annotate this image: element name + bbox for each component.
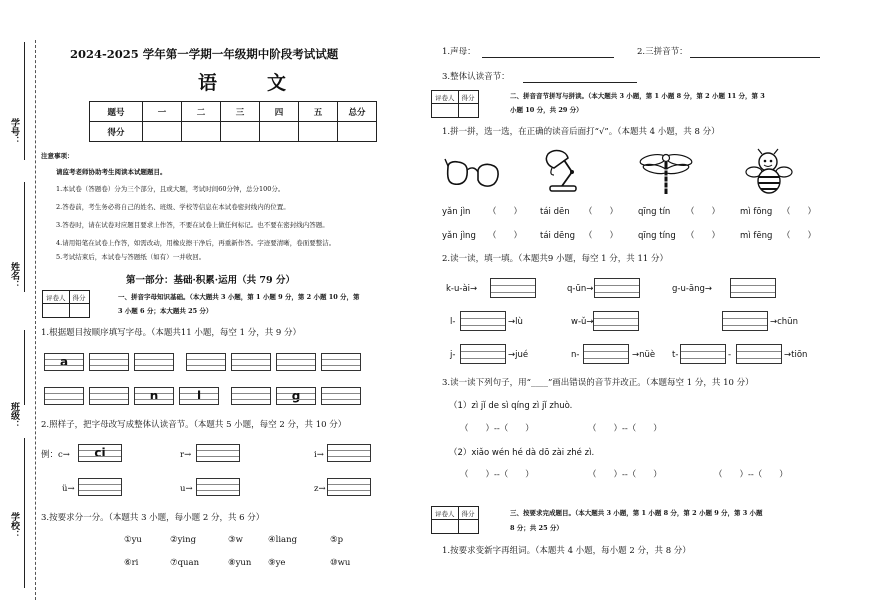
correction-paren[interactable]: （ ）--（ ） xyxy=(460,424,534,434)
pinyin-option: qīng tíng xyxy=(638,231,676,241)
example-box: ci xyxy=(78,444,122,462)
check-paren[interactable]: （ ） xyxy=(686,231,721,241)
whole-syllable-label: 3.整体认读音节： xyxy=(442,72,510,82)
answer-box[interactable] xyxy=(196,478,240,496)
spelling-box[interactable] xyxy=(722,311,768,331)
pinyin-option: mì fōng xyxy=(740,207,773,217)
spelling-box[interactable] xyxy=(490,278,536,298)
q2-3-prompt: 3.读一读下列句子，用“____”画出错误的音节并改正。（本题每空 1 分，共 10 分） xyxy=(442,378,754,388)
q1-3-prompt: 3.按要求分一分。（本题共 3 小题，每小题 2 分，共 6 分） xyxy=(41,513,265,523)
score-header: 总分 xyxy=(338,102,377,122)
writing-box[interactable]: g xyxy=(276,387,316,405)
q2-item-label: ü→ xyxy=(62,484,75,494)
score-table xyxy=(89,101,377,142)
q3-option: ④liang xyxy=(268,535,298,545)
writing-box[interactable] xyxy=(134,353,174,371)
pinyin-option: mì fēng xyxy=(740,231,773,241)
score-cell[interactable] xyxy=(143,122,182,142)
score-cell[interactable] xyxy=(299,122,338,142)
spelling-box[interactable] xyxy=(460,344,506,364)
sentence-1: （1）zì jǐ de sì qíng zì jǐ zhuò. xyxy=(449,401,573,411)
writing-box[interactable] xyxy=(276,353,316,371)
name-label: 姓名： xyxy=(9,262,19,289)
score-header: 二 xyxy=(182,102,221,122)
writing-box[interactable] xyxy=(231,387,271,405)
correction-paren[interactable]: （ ）--（ ） xyxy=(714,470,788,480)
notice-item: 1.本试卷（答题卷）分为三个部分，且或大题，考试时间60分钟，总分100分。 xyxy=(56,185,285,193)
q1-2-prompt: 2.照样子，把字母改写成整体认读音节。（本题共 5 小题，每空 2 分，共 10 分） xyxy=(41,420,347,430)
spelling-label: q-ūn→ xyxy=(567,284,594,294)
example-label: 例：c→ xyxy=(41,450,70,460)
grader-cell[interactable] xyxy=(43,304,70,318)
binding-line xyxy=(24,330,25,405)
grader-box xyxy=(431,90,479,118)
writing-box[interactable] xyxy=(321,353,361,371)
score-header: 五 xyxy=(299,102,338,122)
q3-option: ①yu xyxy=(124,535,142,545)
spelling-box[interactable] xyxy=(593,311,639,331)
q2-item-label: z→ xyxy=(314,484,326,494)
pinyin-option: yǎn jìn xyxy=(442,207,471,217)
score-cell[interactable] xyxy=(69,304,89,318)
section1-title-cont: 3 小题 6 分；本大题共 25 分） xyxy=(118,307,213,315)
spelling-box[interactable] xyxy=(583,344,629,364)
spelling-label: n- xyxy=(571,350,580,360)
spelling-label: →lù xyxy=(508,317,523,327)
q3-option: ③w xyxy=(228,535,243,545)
score-label: 得分 xyxy=(458,507,478,520)
spelling-label: g-u-āng→ xyxy=(672,284,713,294)
spelling-label: j- xyxy=(450,350,456,360)
score-header: 一 xyxy=(143,102,182,122)
q3-option: ⑨ye xyxy=(268,558,286,568)
grader-box xyxy=(431,506,479,534)
spelling-box[interactable] xyxy=(736,344,782,364)
score-row-label: 得分 xyxy=(90,122,143,142)
q3-option: ⑧yun xyxy=(228,558,252,568)
notice-item: 5.考试结束后，本试卷与答题纸（如有）一并收回。 xyxy=(56,253,206,261)
grader-cell[interactable] xyxy=(432,104,459,118)
section1-title: 一、拼音字母知识基础。（本大题共 3 小题，第 1 小题 9 分，第 2 小题 10 分，第 xyxy=(118,293,360,301)
writing-box[interactable] xyxy=(321,387,361,405)
pinyin-option: tái dēng xyxy=(540,231,576,241)
spelling-box[interactable] xyxy=(460,311,506,331)
check-paren[interactable]: （ ） xyxy=(686,207,721,217)
subject-title: 语 文 xyxy=(198,72,291,94)
pinyin-option: tái dēn xyxy=(540,207,570,217)
notice-item: 2.答卷前，考生务必将自己的姓名、班级、学校等信息在本试卷密封线内的位置。 xyxy=(56,203,290,211)
score-header: 四 xyxy=(260,102,299,122)
notice-item: 4.请用铅笔在试卷上作答，如需改动，用橡皮擦干净后，再重新作答。字迹要清晰，卷面要整洁。 xyxy=(56,239,336,247)
score-cell[interactable] xyxy=(338,122,377,142)
writing-box[interactable] xyxy=(89,353,129,371)
triple-syllable-label: 2.三拼音节： xyxy=(637,47,688,57)
school-label: 学校： xyxy=(9,512,19,539)
correction-paren[interactable]: （ ）--（ ） xyxy=(460,470,534,480)
q2-2-prompt: 2.读一读，填一填。（本题共9 小题，每空 1 分，共 11 分） xyxy=(442,254,669,264)
spelling-label: →nüè xyxy=(632,350,656,360)
bee-icon xyxy=(744,148,796,196)
check-paren[interactable]: （ ） xyxy=(488,207,523,217)
spelling-label: →tiōn xyxy=(784,350,808,360)
lamp-icon xyxy=(540,148,584,194)
q3-1-prompt: 1.按要求变新字再组词。（本题共 4 小题，每小题 2 分，共 8 分） xyxy=(442,546,691,556)
writing-box[interactable] xyxy=(186,353,226,371)
correction-paren[interactable]: （ ）--（ ） xyxy=(588,470,662,480)
spelling-label: →chūn xyxy=(770,317,798,327)
answer-box[interactable] xyxy=(196,444,240,462)
answer-box[interactable] xyxy=(78,478,122,496)
notice-item: 3.答卷时，请在试卷对应题目要求上作答，不要在试卷上做任何标记。也不要在密封线内答题。 xyxy=(56,221,329,229)
score-header: 题号 xyxy=(90,102,143,122)
score-cell[interactable] xyxy=(221,122,260,142)
score-cell[interactable] xyxy=(458,104,478,118)
score-header: 三 xyxy=(221,102,260,122)
grader-cell[interactable] xyxy=(432,520,459,534)
score-cell[interactable] xyxy=(458,520,478,534)
class-label: 班级： xyxy=(9,402,19,429)
writing-box[interactable]: a xyxy=(44,353,84,371)
q2-1-prompt: 1.拼一拼，选一选，在正确的读音后面打“√”。（本题共 4 小题，共 8 分） xyxy=(442,127,720,137)
section2-title-cont: 小题 10 分，共 29 分） xyxy=(510,106,583,114)
check-paren[interactable]: （ ） xyxy=(488,231,523,241)
q2-item-label: i→ xyxy=(314,450,324,460)
spelling-box[interactable] xyxy=(594,278,640,298)
pinyin-option: yǎn jìng xyxy=(442,231,476,241)
grader-box xyxy=(42,290,90,318)
section2-title: 二、拼音音节拼写与拼读。（本大题共 3 小题，第 1 小题 8 分，第 2 小题 11 分，第 3 xyxy=(510,92,765,100)
answer-box[interactable] xyxy=(327,478,371,496)
consonant-label: 1.声母： xyxy=(442,47,476,57)
check-paren[interactable]: （ ） xyxy=(782,231,817,241)
q3-option: ⑩wu xyxy=(330,558,351,568)
check-paren[interactable]: （ ） xyxy=(584,231,619,241)
writing-box[interactable] xyxy=(231,353,271,371)
part1-title: 第一部分：基础·积累·运用（共 79 分） xyxy=(126,275,295,286)
check-paren[interactable]: （ ） xyxy=(584,207,619,217)
q3-option: ⑥ri xyxy=(124,558,139,568)
grader-label: 评卷人 xyxy=(432,507,459,520)
binding-line xyxy=(24,42,25,160)
q3-option: ⑦quan xyxy=(170,558,200,568)
exam-title: 2024-2025 学年第一学期一年级期中阶段考试试题 xyxy=(70,47,339,61)
correction-paren[interactable]: （ ）--（ ） xyxy=(588,424,662,434)
score-cell[interactable] xyxy=(260,122,299,142)
notice-intro: 请监考老师协助考生阅读本试题题目。 xyxy=(56,168,167,176)
q2-item-label: r→ xyxy=(180,450,192,460)
score-cell[interactable] xyxy=(182,122,221,142)
spelling-box[interactable] xyxy=(680,344,726,364)
section3-title: 三、按要求完成题目。（本大题共 3 小题，第 1 小题 8 分，第 2 小题 9 分，第 3 小题 xyxy=(510,509,763,517)
grader-label: 评卷人 xyxy=(43,291,70,304)
student-id-label: 学号： xyxy=(9,118,19,145)
pinyin-option: qīng tín xyxy=(638,207,671,217)
spelling-label: k-u-ài→ xyxy=(446,284,478,294)
spelling-label: - xyxy=(728,350,732,360)
q1-1-prompt: 1.根据题目按顺序填写字母。（本题共11 小题，每空 1 分，共 9 分） xyxy=(41,328,302,338)
triple-syllable-answer[interactable] xyxy=(690,45,820,58)
sentence-2: （2）xiǎo wén hé dà dō zài zhé zì. xyxy=(449,448,595,458)
score-label: 得分 xyxy=(458,91,478,104)
q3-option: ②ying xyxy=(170,535,197,545)
writing-box[interactable] xyxy=(44,387,84,405)
section3-title-cont: 8 分；共 25 分） xyxy=(510,524,563,532)
writing-box[interactable]: n xyxy=(134,387,174,405)
spelling-label: →jué xyxy=(508,350,529,360)
binding-line xyxy=(24,182,25,292)
seal-line xyxy=(35,40,36,600)
grader-label: 评卷人 xyxy=(432,91,459,104)
q3-option: ⑤p xyxy=(330,535,344,545)
consonant-answer[interactable] xyxy=(482,45,614,58)
binding-line xyxy=(24,438,25,588)
spelling-box[interactable] xyxy=(730,278,776,298)
writing-box[interactable]: l xyxy=(179,387,219,405)
q2-item-label: u→ xyxy=(180,484,193,494)
whole-syllable-answer[interactable] xyxy=(523,70,637,83)
spelling-label: w-ǔ→ xyxy=(571,317,594,327)
dragonfly-icon xyxy=(638,150,694,196)
writing-box[interactable] xyxy=(89,387,129,405)
check-paren[interactable]: （ ） xyxy=(782,207,817,217)
notice-heading: 注意事项： xyxy=(41,152,74,160)
spelling-label: l- xyxy=(450,317,456,327)
glasses-icon xyxy=(444,155,502,193)
answer-box[interactable] xyxy=(327,444,371,462)
score-label: 得分 xyxy=(69,291,89,304)
spelling-label: t- xyxy=(672,350,679,360)
